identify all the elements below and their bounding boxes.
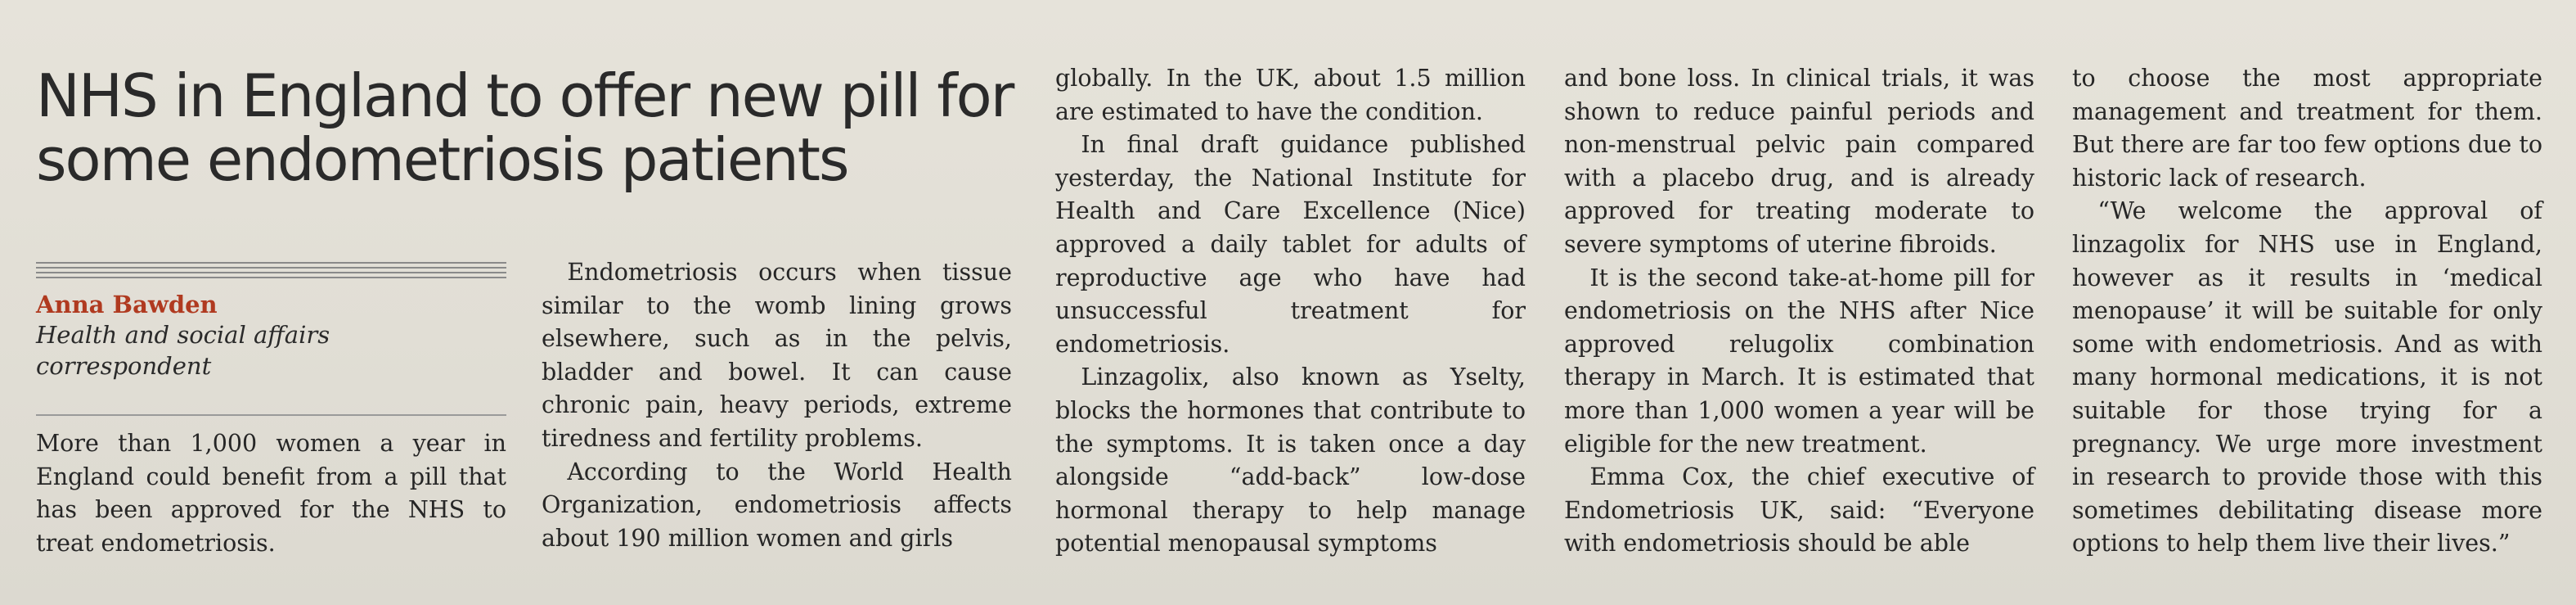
byline-rule <box>36 272 506 273</box>
article-column-5 <box>2072 62 2542 561</box>
byline-rule <box>36 262 506 264</box>
headline: NHS in England to offer new pill for some endometriosis patients <box>36 61 1014 194</box>
paragraph: to choose the most appropriate management and treatment for them. But there are far too few options due to historic lack of research. <box>2072 65 2542 192</box>
paragraph: Linzagolix, also known as Yselty, blocks the hormones that contribute to the symptoms. It is taken once a day alongside “add-back” low-dose hormonal therapy to help manage potential menopausal symptoms <box>1055 363 1526 558</box>
paragraph: In final draft guidance published yesterday, the National Institute for Health and Care Excellence (Nice) approved a daily tablet for adults of reproductive age who have had unsuccessful treatment for endometriosis. <box>1055 131 1526 358</box>
paragraph: globally. In the UK, about 1.5 million are estimated to have the condition. <box>1055 65 1526 125</box>
article-column-1 <box>36 427 506 560</box>
paragraph: “We welcome the approval of linzagolix for NHS use in England, however as it results in ‘medical menopause’ it will be suitable for only some with endometriosis. And as with many hormonal medications, it is not suitable for those trying for a pregnancy. We urge more investment in research to provide those with this sometimes debilitating disease more options to help them live their lives.” <box>2072 197 2542 558</box>
byline-role: Health and social affairs correspondent <box>36 321 330 380</box>
byline-author: Anna Bawden <box>36 291 218 318</box>
paragraph: Emma Cox, the chief executive of Endometriosis UK, said: “Everyone with endometriosis should be able <box>1564 463 2034 558</box>
byline-rule <box>36 277 506 278</box>
article-column-2 <box>542 256 1012 555</box>
paragraph: It is the second take-at-home pill for endometriosis on the NHS after Nice approved relugolix combination therapy in March. It is estimated that more than 1,000 women a year will be eligible for the new treatment. <box>1564 264 2034 458</box>
byline-divider <box>36 414 506 416</box>
paragraph: According to the World Health Organization, endometriosis affects about 190 million women and girls <box>542 458 1012 552</box>
byline-rule <box>36 267 506 269</box>
article-column-4 <box>1564 62 2034 561</box>
article-column-3 <box>1055 62 1526 561</box>
paragraph: Endometriosis occurs when tissue similar to the womb lining grows elsewhere, such as in the pelvis, bladder and bowel. It can cause chronic pain, heavy periods, extreme tiredness and fertility problems. <box>542 259 1012 452</box>
paragraph: More than 1,000 women a year in England could benefit from a pill that has been approved for the NHS to treat endometriosis. <box>36 430 506 557</box>
paragraph: and bone loss. In clinical trials, it was shown to reduce painful periods and non-menstrual pelvic pain compared with a placebo drug, and is already approved for treating moderate to severe symptoms of uterine fibroids. <box>1564 65 2034 258</box>
